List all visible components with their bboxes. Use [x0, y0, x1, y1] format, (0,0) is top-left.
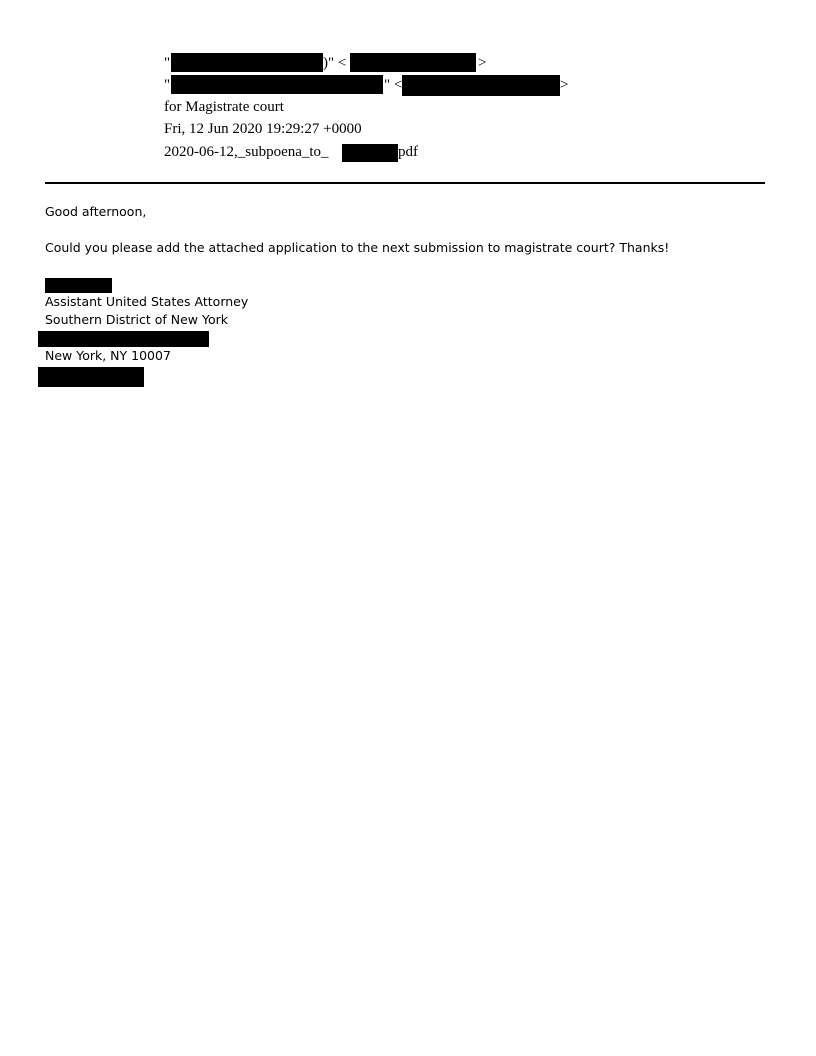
from-end	[478, 52, 486, 74]
signature-city: New York, NY 10007	[45, 348, 171, 363]
date-value: Fri, 12 Jun 2020 19:29:27 +0000	[164, 121, 362, 137]
signature-phone-redaction	[38, 367, 144, 387]
message-text: Could you please add the attached application to the next submission to magistrate court? Thanks!	[45, 240, 670, 255]
to-mid-text: " <	[384, 77, 403, 93]
from-close-bracket: >	[478, 55, 487, 71]
from-name-redaction	[171, 53, 323, 72]
from-mid	[323, 52, 346, 74]
signature-address-redaction	[38, 331, 209, 347]
signature-office: Southern District of New York	[45, 312, 228, 327]
from-mid-text: )" <	[323, 55, 347, 71]
to-email-redaction	[402, 75, 560, 96]
attachment-name-prefix: 2020-06-12,_subpoena_to_	[164, 144, 329, 160]
greeting-text: Good afternoon,	[45, 204, 147, 219]
from-value	[164, 52, 170, 74]
attachment-name[interactable]	[164, 141, 329, 163]
to-mid	[384, 74, 402, 96]
to-name-redaction	[171, 75, 383, 94]
header-divider	[45, 182, 765, 184]
attachment-redaction	[342, 144, 398, 162]
attachment-extension: pdf	[398, 144, 418, 160]
to-close-bracket: >	[560, 77, 569, 93]
signature-title: Assistant United States Attorney	[45, 294, 249, 309]
signature-name-redaction	[45, 278, 112, 293]
to-quote-open: "	[164, 77, 171, 93]
from-email-redaction	[350, 53, 476, 72]
to-value	[164, 74, 170, 96]
to-end	[560, 74, 568, 96]
from-quote-open: "	[164, 55, 171, 71]
attachment-ext	[398, 141, 418, 163]
subject-value: for Magistrate court	[164, 99, 284, 115]
